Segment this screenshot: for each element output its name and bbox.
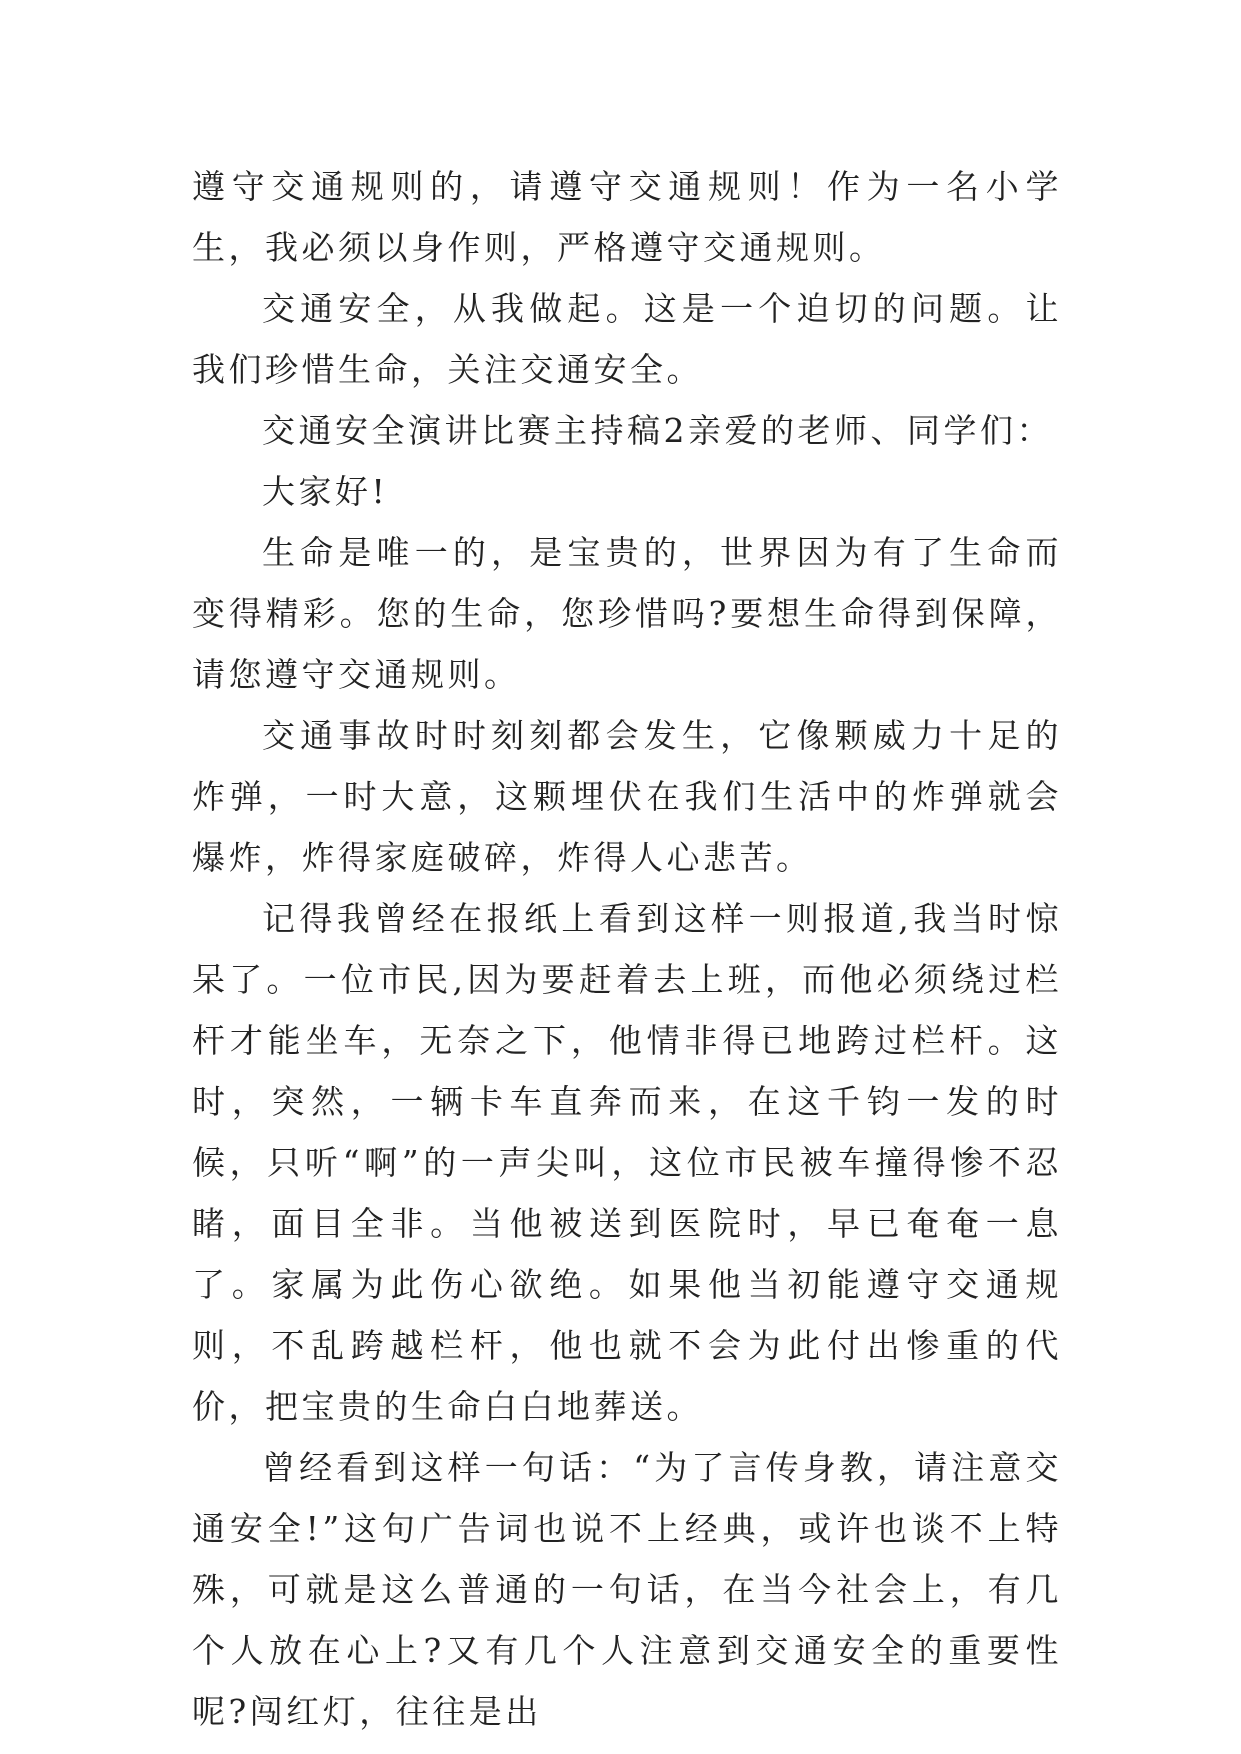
paragraph-2: 交通安全，从我做起。这是一个迫切的问题。让我们珍惜生命，关注交通安全。	[192, 289, 1062, 389]
paragraph-8: 曾经看到这样一句话：“为了言传身教，请注意交通安全!”这句广告词也说不上经典，或许也谈不上特殊，可就是这么普通的一句话，在当今社会上，有几个人放在心上?又有几个人注意到交通安全的重要性呢?闯红灯，往往是出	[192, 1448, 1062, 1731]
paragraph-5: 生命是唯一的，是宝贵的，世界因为有了生命而变得精彩。您的生命，您珍惜吗?要想生命得到保障，请您遵守交通规则。	[192, 533, 1062, 694]
paragraph-3: 交通安全演讲比赛主持稿2亲爱的老师、同学们：	[262, 411, 1053, 450]
paragraph-7: 记得我曾经在报纸上看到这样一则报道,我当时惊呆了。一位市民,因为要赶着去上班，而他必须绕过栏杆才能坐车，无奈之下，他情非得已地跨过栏杆。这时，突然，一辆卡车直奔而来，在这千钧一发的时候，只听“啊”的一声尖叫，这位市民被车撞得惨不忍睹，面目全非。当他被送到医院时，早已奄奄一息了。家属为此伤心欲绝。如果他当初能遵守交通规则，不乱跨越栏杆，他也就不会为此付出惨重的代价，把宝贵的生命白白地葬送。	[192, 899, 1062, 1426]
paragraph-4: 大家好!	[262, 472, 389, 511]
document-body	[192, 156, 1062, 1742]
paragraph-6: 交通事故时时刻刻都会发生，它像颗威力十足的炸弹，一时大意，这颗埋伏在我们生活中的炸弹就会爆炸，炸得家庭破碎，炸得人心悲苦。	[192, 716, 1062, 877]
paragraph-1: 遵守交通规则的，请遵守交通规则！作为一名小学生，我必须以身作则，严格遵守交通规则。	[192, 167, 1062, 267]
